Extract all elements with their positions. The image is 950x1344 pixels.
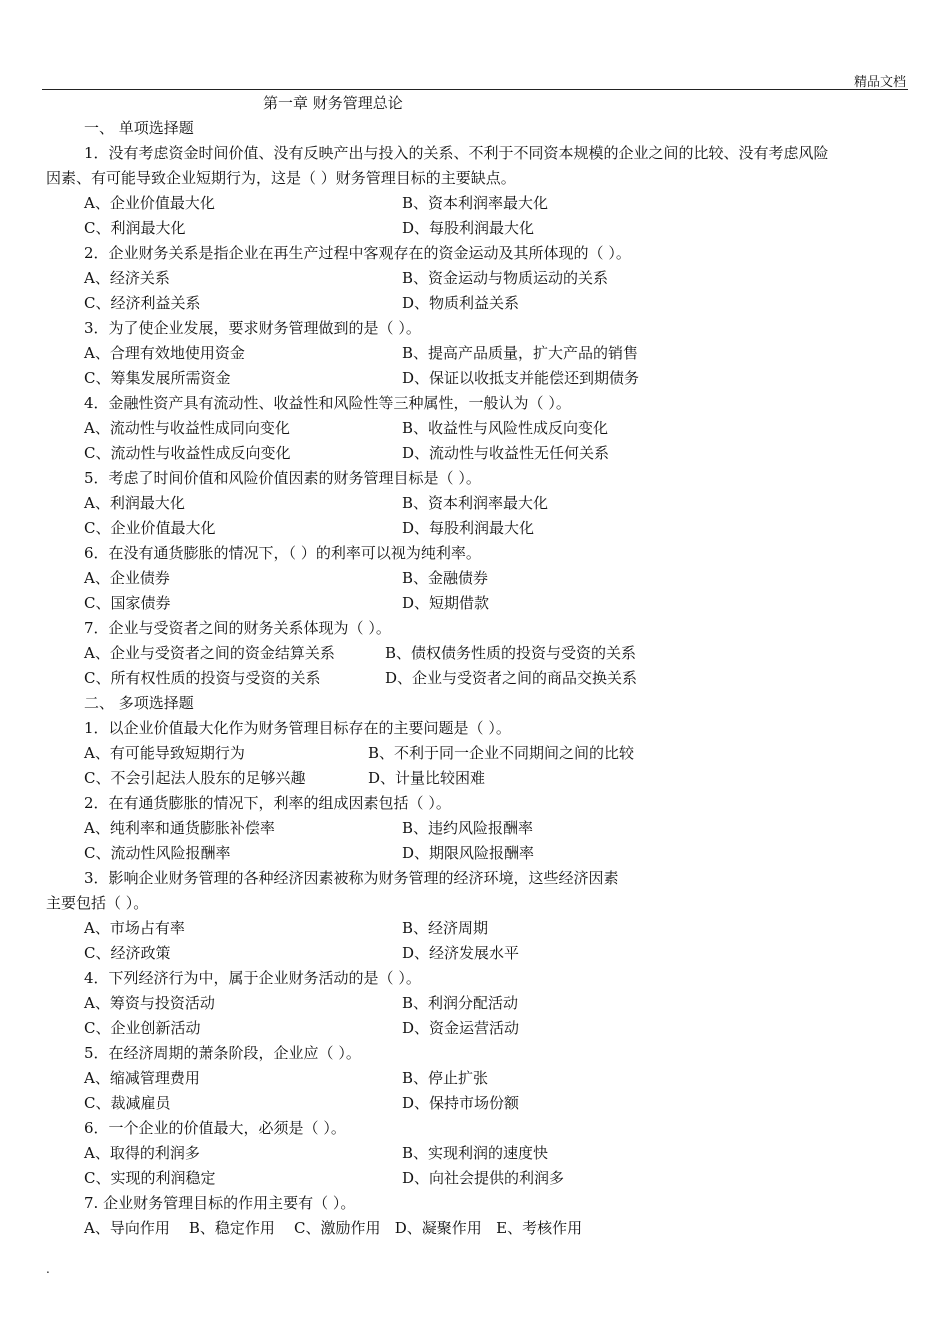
option-a: A、缩减管理费用 [84, 1069, 200, 1087]
question-stem: 5．考虑了时间价值和风险价值因素的财务管理目标是（ ）。 [84, 469, 481, 487]
option-d: D、资金运营活动 [402, 1019, 520, 1037]
option-c: C、裁减雇员 [84, 1094, 171, 1112]
option-d: D、向社会提供的利润多 [402, 1169, 565, 1187]
option-c: C、实现的利润稳定 [84, 1169, 216, 1187]
option-a: A、合理有效地使用资金 [84, 344, 245, 362]
header-tag: 精品文档 [853, 75, 906, 90]
option-b: B、提高产品质量，扩大产品的销售 [402, 344, 639, 362]
option-d: D、期限风险报酬率 [402, 844, 535, 862]
header-rule [42, 89, 908, 90]
option-d: D、每股利润最大化 [402, 519, 535, 537]
option-a: A、利润最大化 [84, 494, 185, 512]
option-b: B、实现利润的速度快 [402, 1144, 549, 1162]
question-stem: 2．企业财务关系是指企业在再生产过程中客观存在的资金运动及其所体现的（ ）。 [84, 244, 631, 262]
option-d: D、企业与受资者之间的商品交换关系 [385, 669, 638, 687]
option-c: C、不会引起法人股东的足够兴趣 [84, 769, 306, 787]
option-a: A、取得的利润多 [84, 1144, 200, 1162]
option-b: B、停止扩张 [402, 1069, 489, 1087]
option-b: B、收益性与风险性成反向变化 [402, 419, 609, 437]
option-c: C、筹集发展所需资金 [84, 369, 231, 387]
question-stem: 1．没有考虑资金时间价值、没有反映产出与投入的关系、不利于不同资本规模的企业之间的比较、没有考虑风险 [84, 144, 829, 162]
question-stem-continued: 主要包括（ ）。 [46, 894, 149, 912]
option-a: A、企业与受资者之间的资金结算关系 [84, 644, 335, 662]
option-d: D、经济发展水平 [402, 944, 520, 962]
option-d: D、保持市场份额 [402, 1094, 520, 1112]
chapter-title: 第一章 财务管理总论 [263, 94, 403, 112]
option-c: C、所有权性质的投资与受资的关系 [84, 669, 321, 687]
question-stem: 3．影响企业财务管理的各种经济因素被称为财务管理的经济环境，这些经济因素 [84, 869, 619, 887]
option-d: D、计量比较困难 [368, 769, 486, 787]
option-b: B、经济周期 [402, 919, 489, 937]
question-stem: 6．一个企业的价值最大，必须是（ ）。 [84, 1119, 346, 1137]
option-c: C、利润最大化 [84, 219, 186, 237]
question-stem: 4．下列经济行为中，属于企业财务活动的是（ ）。 [84, 969, 421, 987]
option-d: D、保证以收抵支并能偿还到期债务 [402, 369, 640, 387]
option-a: A、纯利率和通货膨胀补偿率 [84, 819, 275, 837]
option-c: C、流动性与收益性成反向变化 [84, 444, 291, 462]
section-heading-single-choice: 一、 单项选择题 [84, 119, 194, 137]
question-stem: 4．金融性资产具有流动性、收益性和风险性等三种属性，一般认为（ ）。 [84, 394, 571, 412]
option-c: C、企业创新活动 [84, 1019, 201, 1037]
option-b: B、债权债务性质的投资与受资的关系 [385, 644, 637, 662]
option-b: B、资本利润率最大化 [402, 194, 549, 212]
option-b: B、利润分配活动 [402, 994, 519, 1012]
question-stem: 5．在经济周期的萧条阶段，企业应（ ）。 [84, 1044, 361, 1062]
question-stem-continued: 因素、有可能导致企业短期行为，这是（ ）财务管理目标的主要缺点。 [46, 169, 516, 187]
option-a: A、筹资与投资活动 [84, 994, 215, 1012]
option-a: A、企业价值最大化 [84, 194, 215, 212]
option-c: C、企业价值最大化 [84, 519, 216, 537]
option-b: B、资本利润率最大化 [402, 494, 549, 512]
question-stem: 6．在没有通货膨胀的情况下，（ ）的利率可以视为纯利率。 [84, 544, 481, 562]
option-a: A、市场占有率 [84, 919, 185, 937]
option-c: C、国家债券 [84, 594, 171, 612]
option-a: A、企业债券 [84, 569, 170, 587]
option-c: C、流动性风险报酬率 [84, 844, 231, 862]
option-d: D、物质利益关系 [402, 294, 520, 312]
option-b: B、资金运动与物质运动的关系 [402, 269, 609, 287]
option-d: D、每股利润最大化 [402, 219, 535, 237]
option-d: D、短期借款 [402, 594, 490, 612]
option-a: A、流动性与收益性成同向变化 [84, 419, 290, 437]
option-d: D、流动性与收益性无任何关系 [402, 444, 610, 462]
question-stem: 3．为了使企业发展，要求财务管理做到的是（ ）。 [84, 319, 421, 337]
question-stem: 1．以企业价值最大化作为财务管理目标存在的主要问题是（ ）。 [84, 719, 511, 737]
option-b: B、不利于同一企业不同期间之间的比较 [368, 744, 635, 762]
question-stem: 7. 企业财务管理目标的作用主要有（ ）。 [84, 1194, 356, 1212]
question-stem: 7．企业与受资者之间的财务关系体现为（ ）。 [84, 619, 391, 637]
option-b: B、金融债券 [402, 569, 489, 587]
option-c: C、经济利益关系 [84, 294, 201, 312]
options-inline: A、导向作用 B、稳定作用 C、激励作用 D、凝聚作用 E、考核作用 [84, 1219, 583, 1237]
footer-mark: . [46, 1262, 50, 1276]
option-b: B、违约风险报酬率 [402, 819, 534, 837]
option-a: A、有可能导致短期行为 [84, 744, 245, 762]
option-c: C、经济政策 [84, 944, 171, 962]
question-stem: 2．在有通货膨胀的情况下，利率的组成因素包括（ ）。 [84, 794, 451, 812]
section-heading-multiple-choice: 二、 多项选择题 [84, 694, 194, 712]
option-a: A、经济关系 [84, 269, 170, 287]
